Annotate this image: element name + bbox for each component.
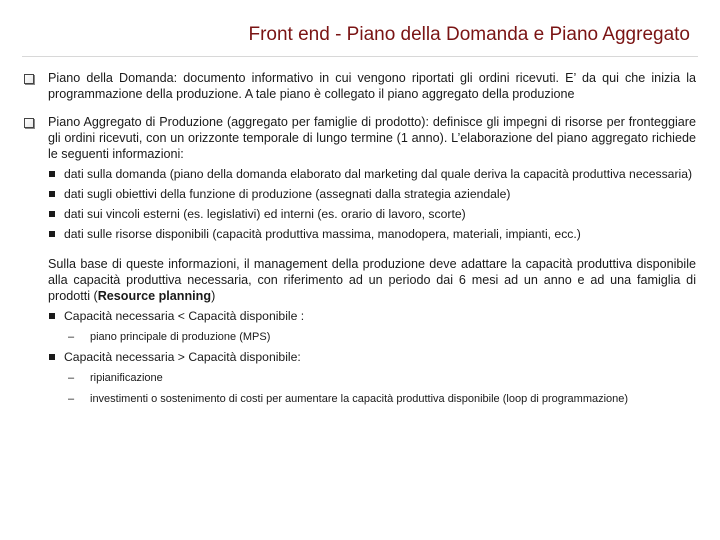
case-subitem [68,371,696,386]
checkbox-bullet-icon [24,74,34,84]
info-list [48,166,696,242]
bullet-body: (aggregato per famiglie di prodotto): definisce gli impegni di risorse per fronteggiare gli ordini ricevuti, con un orizzonte temporale di lungo termine (1 anno). L’elaborazione del piano aggregato richiede le seguenti informazioni: [48,115,696,161]
list-item-text: dati sugli obiettivi della funzione di produzione (assegnati dalla strategia aziendale) [64,187,511,201]
title-divider [22,56,698,57]
case-item [48,349,696,365]
list-item-text: dati sulla domanda (piano della domanda elaborato dal marketing dal quale deriva la capacità produttiva necessaria) [64,167,693,181]
bullet-text [48,70,696,102]
paragraph-end: ) [211,289,216,303]
case-subitem-text: piano principale di produzione (MPS) [90,331,271,343]
list-item [48,226,696,242]
case-subitem [68,330,696,345]
case-label: Capacità necessaria > Capacità disponibile: [64,350,301,364]
case-item [48,308,696,324]
square-bullet-icon [49,171,55,177]
paragraph-text: Sulla base di queste informazioni, il management della produzione deve adattare la capacità produttiva disponibile alla capacità produttiva necessaria, con riferimento ad un periodo dai 6 mesi ad un anno e ad una famiglia di prodotti ( [48,257,696,303]
square-bullet-icon [49,231,55,237]
square-bullet-icon [49,354,55,360]
bullet-piano-aggregato [24,114,696,407]
resource-planning-paragraph [48,256,696,304]
slide-content [24,70,696,407]
paragraph-bold-term: Resource planning [97,289,212,303]
dash-bullet-icon: – [68,393,75,405]
dash-bullet-icon: – [68,331,75,343]
bullet-lead: Piano Aggregato di Produzione [48,115,223,129]
square-bullet-icon [49,191,55,197]
list-item-text: dati sui vincoli esterni (es. legislativi) ed interni (es. orario di lavoro, scorte) [64,207,466,221]
dash-bullet-icon: – [68,372,75,384]
case-subitem [68,392,696,407]
bullet-body: documento informativo in cui vengono riportati gli ordini ricevuti. E’ da qui che inizia la programmazione della produzione. A tale piano è collegato il piano aggregato della produzione [48,71,696,101]
list-item [48,166,696,182]
case-subitem-text: ripianificazione [90,372,163,384]
bullet-lead: Piano della Domanda: [48,71,178,85]
checkbox-bullet-icon [24,118,34,128]
case-label: Capacità necessaria < Capacità disponibile : [64,309,305,323]
bullet-text [48,114,696,407]
square-bullet-icon [49,313,55,319]
capacity-cases [48,308,696,407]
bullet-piano-domanda [24,70,696,102]
list-item [48,206,696,222]
case-subitem-text: investimenti o sostenimento di costi per aumentare la capacità produttiva disponibile (loop di programmazione) [90,393,629,405]
slide-title: Front end - Piano della Domanda e Piano Aggregato [248,24,690,45]
list-item [48,186,696,202]
square-bullet-icon [49,211,55,217]
list-item-text: dati sulle risorse disponibili (capacità produttiva massima, manodopera, materiali, impianti, ecc.) [64,227,581,241]
